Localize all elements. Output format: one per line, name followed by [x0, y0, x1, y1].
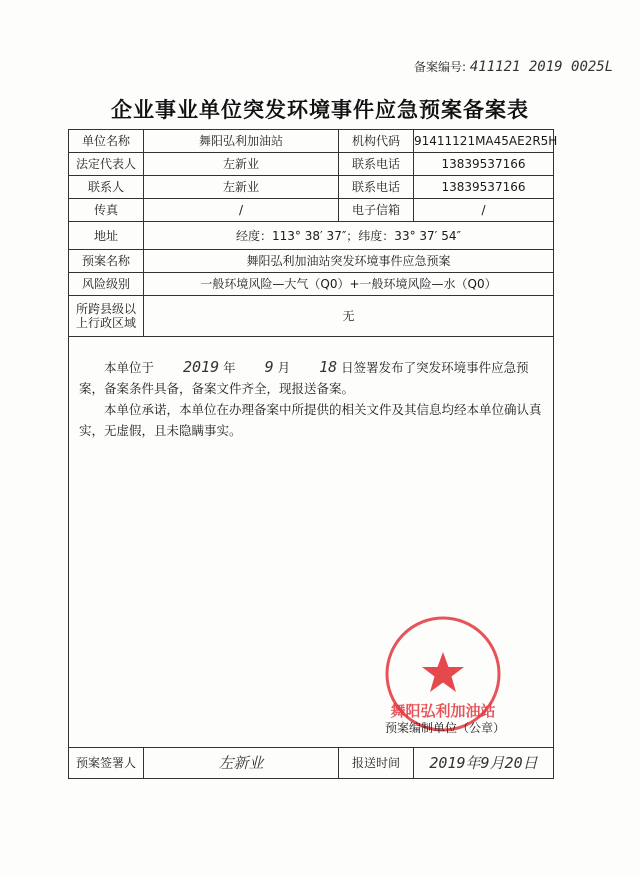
county-region-label [69, 296, 144, 337]
declaration-paragraph-2: 本单位承诺，本单位在办理备案中所提供的相关文件及其信息均经本单位确认真实，无虚假，且未隐瞒事实。 [79, 402, 542, 438]
official-seal-stamp [379, 612, 507, 732]
phone-label-2: 联系电话 [339, 176, 414, 199]
submit-time-value: 2019年9月20日 [429, 753, 538, 772]
handwritten-month: 9 [264, 358, 274, 376]
org-code-label: 机构代码 [339, 130, 414, 153]
phone-value-2: 13839537166 [414, 176, 554, 199]
year-char: 年 [223, 360, 236, 375]
month-char: 月 [277, 360, 291, 375]
handwritten-day: 18 [319, 358, 338, 376]
signer-label: 预案签署人 [69, 748, 144, 779]
email-label: 电子信箱 [339, 199, 414, 222]
declaration-prefix: 本单位于 [104, 360, 155, 375]
address-value: 经度：113° 38′ 37″；纬度：33° 37′ 54″ [144, 222, 554, 250]
county-label-line-2: 上行政区域 [75, 316, 136, 330]
org-code-value: 91411121MA45AE2R5H [414, 130, 554, 153]
declaration-cell [69, 337, 554, 748]
phone-label-1: 联系电话 [339, 153, 414, 176]
seal-caption: 预案编制单位（公章） [385, 721, 506, 735]
fax-value: / [144, 199, 339, 222]
declaration-text [69, 337, 553, 441]
risk-level-label: 风险级别 [69, 273, 144, 296]
contact-label: 联系人 [69, 176, 144, 199]
email-value: / [414, 199, 554, 222]
unit-name-label: 单位名称 [69, 130, 144, 153]
record-number [414, 58, 613, 75]
phone-value-1: 13839537166 [414, 153, 554, 176]
risk-level-value: 一般环境风险—大气（Q0）+一般环境风险—水（Q0） [144, 273, 554, 296]
plan-name-value: 舞阳弘利加油站突发环境事件应急预案 [144, 250, 554, 273]
submit-time-cell [414, 748, 554, 779]
filing-form-table [68, 129, 558, 779]
legal-rep-value: 左新业 [144, 153, 339, 176]
county-label-line-1: 所跨县级以 [75, 302, 136, 316]
submit-time-label: 报送时间 [339, 748, 414, 779]
unit-name-value: 舞阳弘利加油站 [144, 130, 339, 153]
county-region-value: 无 [144, 296, 554, 337]
seal-text: 舞阳弘利加油站 [390, 702, 496, 720]
declaration-rest: 日签署发布了突发环境事件应急预案，备案条件具备，备案文件齐全，现报送备案。 [79, 360, 529, 396]
seal-star-icon [422, 652, 464, 692]
contact-value: 左新业 [144, 176, 339, 199]
record-number-value: 411121 2019 0025L [469, 59, 614, 75]
signer-signature [144, 748, 339, 779]
document-title: 企业事业单位突发环境事件应急预案备案表 [111, 98, 529, 122]
record-number-label: 备案编号: [414, 60, 467, 74]
plan-name-label: 预案名称 [69, 250, 144, 273]
address-label: 地址 [69, 222, 144, 250]
fax-label: 传真 [69, 199, 144, 222]
signer-value: 左新业 [218, 753, 264, 772]
handwritten-year: 2019 [183, 358, 220, 376]
legal-rep-label: 法定代表人 [69, 153, 144, 176]
declaration-paragraph-1 [79, 357, 545, 399]
